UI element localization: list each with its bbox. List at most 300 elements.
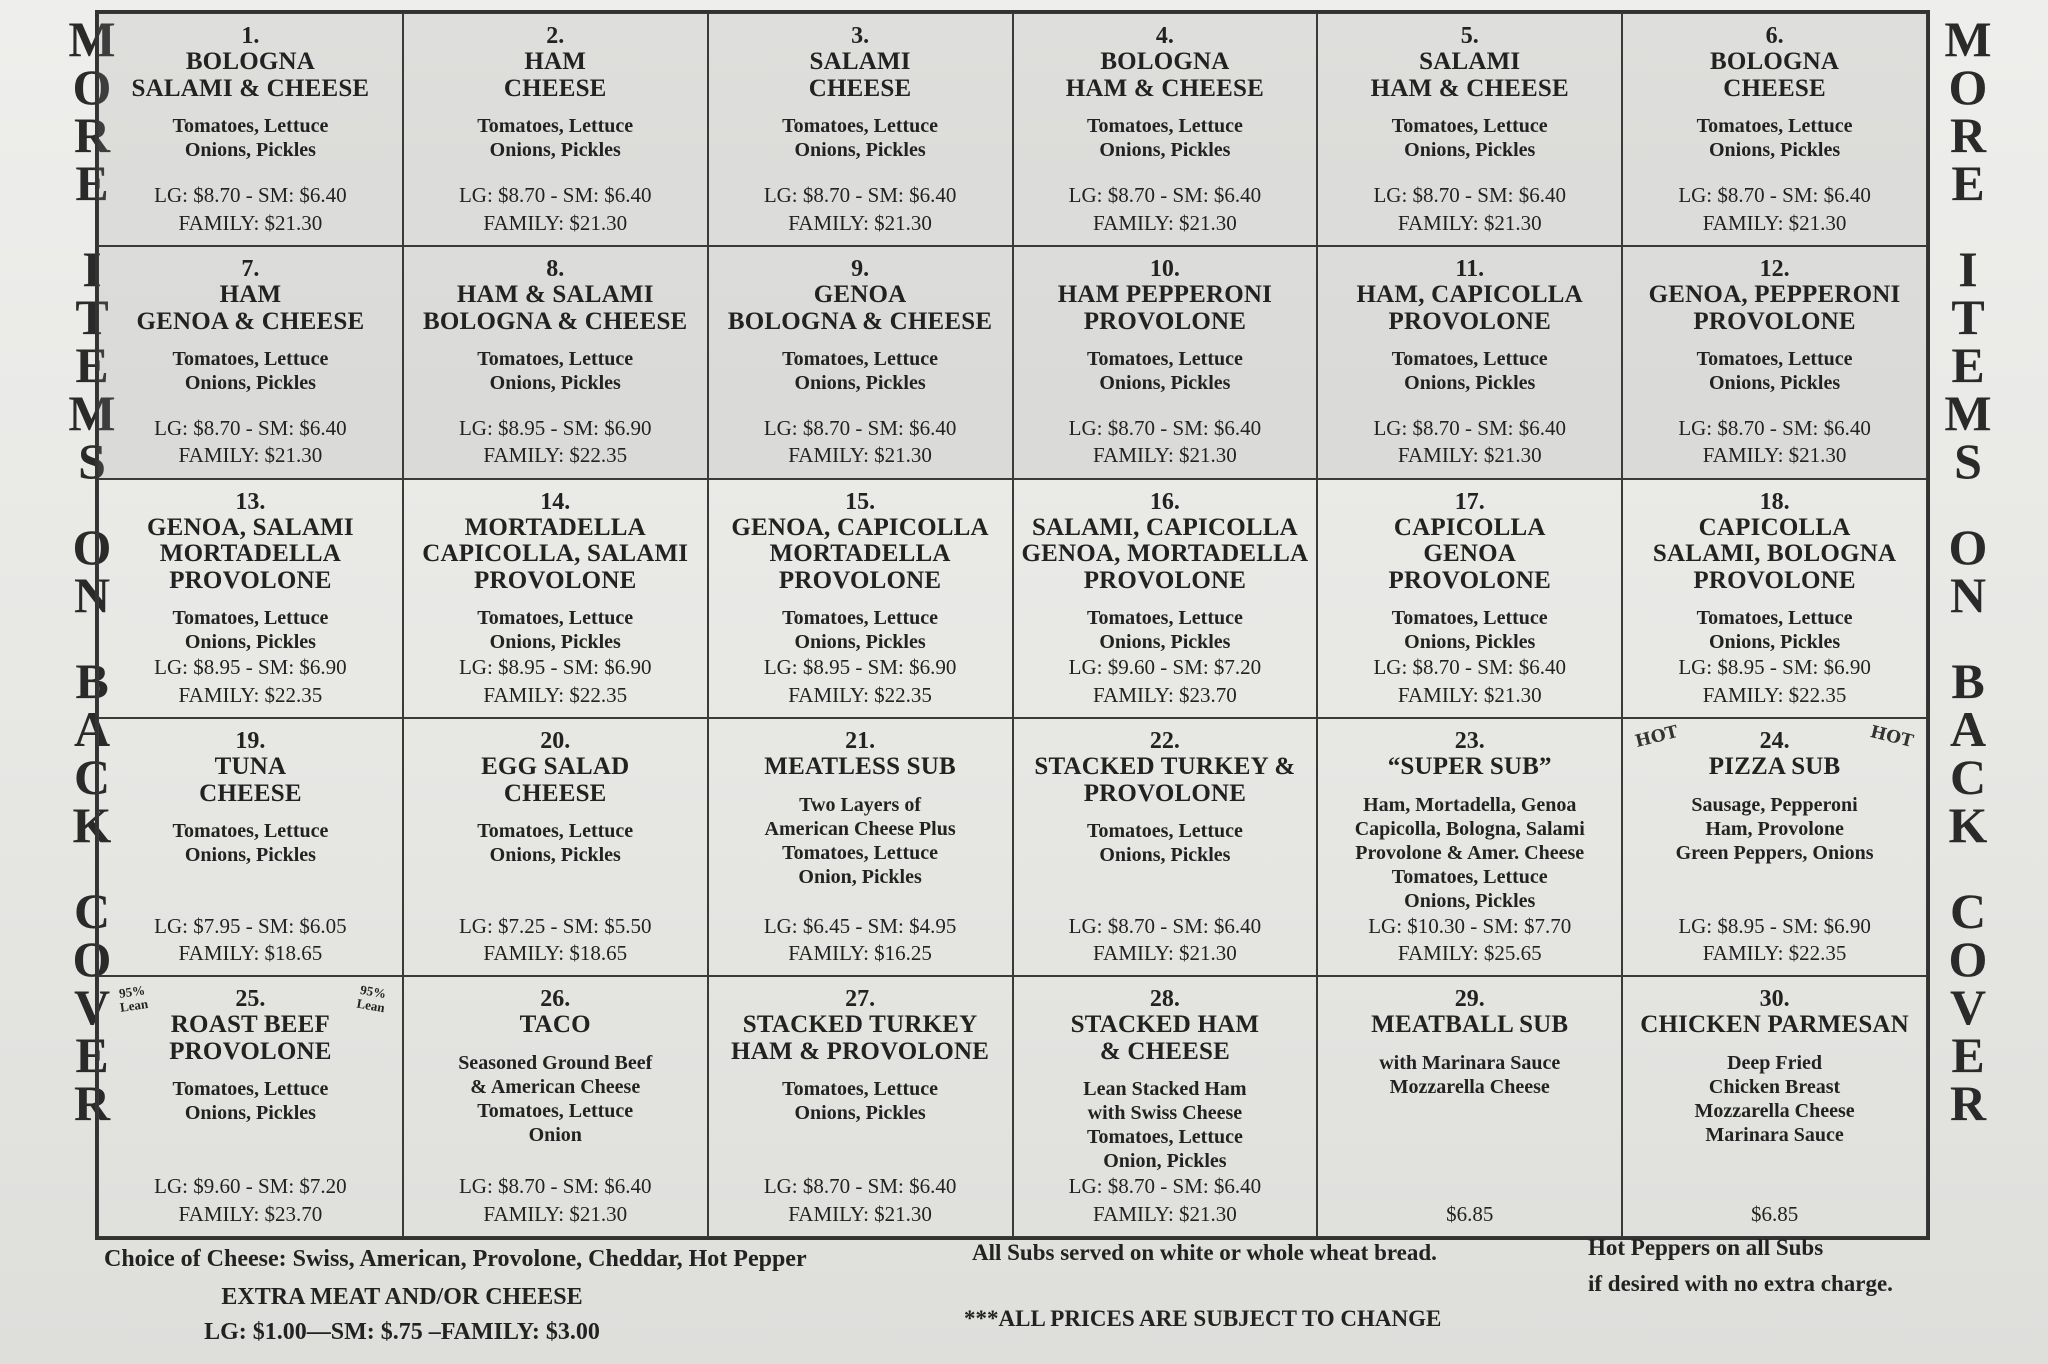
extra-heading: EXTRA MEAT AND/OR CHEESE xyxy=(221,1284,583,1310)
banner-word xyxy=(1944,241,1992,489)
topping-line: Onion xyxy=(528,1123,582,1146)
item-name: MORTADELLA xyxy=(464,513,646,541)
item-toppings xyxy=(1379,1051,1560,1099)
item-prices xyxy=(154,654,347,709)
price-line: FAMILY: $21.30 xyxy=(1093,1201,1237,1226)
price-line: LG: $8.70 - SM: $6.40 xyxy=(763,183,957,208)
topping-line: Onions, Pickles xyxy=(794,631,926,654)
item-toppings xyxy=(782,606,938,654)
hot-tag: HOT xyxy=(1868,721,1916,752)
menu-item-17 xyxy=(1317,479,1622,718)
price-line: $6.85 xyxy=(1446,1201,1494,1226)
topping-line: Chicken Breast xyxy=(1708,1075,1841,1098)
item-number: 22. xyxy=(1149,727,1180,754)
banner-letter: M xyxy=(1944,11,1992,67)
item-name: MEATBALL SUB xyxy=(1371,1011,1569,1039)
price-line: LG: $8.70 - SM: $6.40 xyxy=(1068,913,1262,938)
topping-line: Onions, Pickles xyxy=(1099,631,1231,654)
menu-item-26 xyxy=(403,976,708,1237)
item-name: PROVOLONE xyxy=(778,566,942,594)
item-name: MEATLESS SUB xyxy=(764,753,956,781)
price-line: FAMILY: $21.30 xyxy=(1093,443,1237,468)
item-toppings xyxy=(477,114,633,162)
side-banner-right xyxy=(1928,11,2008,1354)
item-number: 23. xyxy=(1454,727,1485,754)
item-name: SALAMI xyxy=(1419,48,1521,76)
item-name: BOLOGNA xyxy=(185,48,316,76)
item-name: STACKED TURKEY xyxy=(742,1011,978,1039)
topping-line: Lean Stacked Ham xyxy=(1083,1078,1247,1101)
topping-line: Tomatoes, Lettuce xyxy=(1391,865,1548,888)
topping-line: Two Layers of xyxy=(799,793,921,816)
item-name: GENOA, PEPPERONI xyxy=(1648,281,1901,309)
price-line: LG: $8.70 - SM: $6.40 xyxy=(1068,416,1262,441)
item-name: BOLOGNA & CHEESE xyxy=(423,307,688,335)
item-prices xyxy=(459,415,652,470)
item-name: PROVOLONE xyxy=(1388,566,1551,594)
topping-line: Onions, Pickles xyxy=(489,844,621,867)
price-line: FAMILY: $22.35 xyxy=(483,682,628,707)
item-name: PROVOLONE xyxy=(169,1037,332,1065)
price-line: LG: $8.70 - SM: $6.40 xyxy=(458,183,652,208)
topping-line: Tomatoes, Lettuce xyxy=(1696,115,1853,138)
item-toppings xyxy=(1355,793,1585,913)
item-prices xyxy=(764,913,957,968)
topping-line: Tomatoes, Lettuce xyxy=(172,348,329,371)
topping-line: Marinara Sauce xyxy=(1705,1123,1844,1146)
item-number: 20. xyxy=(540,727,571,754)
topping-line: Onions, Pickles xyxy=(1099,139,1231,162)
banner-letter: C xyxy=(1949,749,1987,805)
item-name: PROVOLONE xyxy=(474,566,637,594)
topping-line: with Marinara Sauce xyxy=(1379,1051,1561,1074)
topping-line: Tomatoes, Lettuce xyxy=(1391,115,1548,138)
topping-line: Onions, Pickles xyxy=(184,139,316,162)
topping-line: Mozzarella Cheese xyxy=(1389,1075,1550,1098)
item-prices xyxy=(1373,415,1566,470)
item-name: CHEESE xyxy=(199,779,302,807)
topping-line: Tomatoes, Lettuce xyxy=(782,607,939,630)
item-number: 21. xyxy=(845,727,876,754)
item-toppings xyxy=(1695,1051,1855,1147)
banner-letter: N xyxy=(1949,567,1987,623)
topping-line: Mozzarella Cheese xyxy=(1694,1099,1855,1122)
item-name: BOLOGNA xyxy=(1100,48,1230,76)
topping-line: Onions, Pickles xyxy=(1709,631,1841,654)
item-number: 11. xyxy=(1455,255,1485,282)
topping-line: Green Peppers, Onions xyxy=(1675,841,1874,864)
item-name: HAM, CAPICOLLA xyxy=(1356,281,1583,309)
banner-letter: V xyxy=(73,979,111,1035)
item-prices xyxy=(1069,913,1262,968)
hot-peppers-line-1: Hot Peppers on all Subs xyxy=(1588,1235,1824,1260)
price-line: LG: $8.95 - SM: $6.90 xyxy=(154,655,347,680)
menu-item-10 xyxy=(1013,246,1318,479)
item-prices xyxy=(1069,1173,1262,1228)
topping-line: Tomatoes, Lettuce xyxy=(172,1078,329,1101)
menu-item-6 xyxy=(1622,13,1927,246)
banner-letter: O xyxy=(72,519,112,575)
item-number: 18. xyxy=(1759,488,1790,515)
item-name: PIZZA SUB xyxy=(1708,753,1841,781)
topping-line: Tomatoes, Lettuce xyxy=(172,607,329,630)
lean-tag: 95% Lean xyxy=(355,982,388,1016)
banner-letter: R xyxy=(1949,1075,1987,1131)
price-line: LG: $8.95 - SM: $6.90 xyxy=(458,655,652,680)
item-number: 12. xyxy=(1759,255,1790,282)
price-line: $6.85 xyxy=(1750,1201,1799,1226)
price-line: FAMILY: $21.30 xyxy=(1397,682,1542,707)
banner-word xyxy=(1948,519,1988,623)
item-toppings xyxy=(1087,819,1243,867)
item-number: 17. xyxy=(1454,488,1485,515)
item-prices xyxy=(1678,415,1871,470)
topping-line: Tomatoes, Lettuce xyxy=(477,348,634,371)
price-line: FAMILY: $21.30 xyxy=(788,1201,932,1226)
price-line: LG: $8.70 - SM: $6.40 xyxy=(458,1174,652,1199)
price-line: FAMILY: $22.35 xyxy=(483,443,628,468)
item-toppings xyxy=(782,347,938,395)
item-toppings xyxy=(782,1077,938,1125)
price-line: LG: $9.60 - SM: $7.20 xyxy=(154,1174,347,1199)
menu-item-12 xyxy=(1622,246,1927,479)
bread-note: All Subs served on white or whole wheat bread. xyxy=(972,1240,1437,1265)
item-prices xyxy=(459,654,652,709)
price-line: LG: $8.70 - SM: $6.40 xyxy=(1678,183,1871,208)
item-toppings xyxy=(1392,347,1548,395)
banner-letter: E xyxy=(75,155,109,211)
item-number: 13. xyxy=(235,488,266,515)
hot-peppers-line-2: if desired with no extra charge. xyxy=(1588,1270,1893,1296)
banner-letter: E xyxy=(1951,155,1985,211)
banner-letter: A xyxy=(1949,701,1987,757)
topping-line: Onions, Pickles xyxy=(1404,372,1536,395)
item-name: GENOA xyxy=(1423,540,1517,568)
cheese-choice-note: Choice of Cheese: Swiss, American, Provolone, Cheddar, Hot Pepper xyxy=(104,1246,807,1272)
item-name: ROAST BEEF xyxy=(170,1011,331,1039)
price-line: LG: $7.95 - SM: $6.05 xyxy=(154,913,347,938)
item-number: 7. xyxy=(241,255,260,282)
item-name: CHEESE xyxy=(503,779,607,807)
item-name: SALAMI, CAPICOLLA xyxy=(1031,513,1298,541)
banner-letter: S xyxy=(78,433,106,489)
topping-line: Tomatoes, Lettuce xyxy=(477,1099,634,1122)
price-line: LG: $8.70 - SM: $6.40 xyxy=(1068,183,1262,208)
topping-line: Tomatoes, Lettuce xyxy=(477,607,634,630)
price-line: FAMILY: $21.30 xyxy=(1702,443,1847,468)
banner-letter: E xyxy=(1951,1027,1985,1083)
item-name: HAM xyxy=(219,281,282,309)
banner-letter: O xyxy=(1948,931,1988,987)
menu-item-9 xyxy=(708,246,1013,479)
item-number: 28. xyxy=(1149,986,1180,1013)
topping-line: Tomatoes, Lettuce xyxy=(1696,348,1853,371)
price-line: LG: $8.70 - SM: $6.40 xyxy=(1373,416,1566,441)
item-number: 30. xyxy=(1759,986,1790,1013)
item-name: EGG SALAD xyxy=(481,753,630,781)
menu-item-20 xyxy=(403,718,708,976)
topping-line: Onions, Pickles xyxy=(1404,889,1536,912)
banner-letter: B xyxy=(1951,653,1985,709)
item-number: 8. xyxy=(546,255,565,282)
item-prices xyxy=(764,654,957,709)
item-name: PROVOLONE xyxy=(1083,566,1247,594)
price-line: FAMILY: $21.30 xyxy=(1093,940,1237,965)
item-name: CAPICOLLA xyxy=(1698,513,1851,541)
price-line: LG: $8.95 - SM: $6.90 xyxy=(1678,655,1871,680)
item-prices xyxy=(459,1173,652,1228)
topping-line: with Swiss Cheese xyxy=(1087,1102,1243,1125)
item-toppings xyxy=(765,793,956,889)
item-toppings xyxy=(1083,1077,1246,1173)
menu-item-29 xyxy=(1317,976,1622,1237)
item-name: GENOA xyxy=(813,281,907,309)
topping-line: Onions, Pickles xyxy=(794,139,926,162)
item-name: PROVOLONE xyxy=(1083,779,1247,807)
menu-item-4 xyxy=(1013,13,1318,246)
item-toppings xyxy=(477,606,633,654)
menu-item-11 xyxy=(1317,246,1622,479)
item-prices xyxy=(1069,654,1262,709)
topping-line: Onions, Pickles xyxy=(184,844,316,867)
item-name: CHEESE xyxy=(1723,74,1826,102)
menu-item-8 xyxy=(403,246,708,479)
item-number: 6. xyxy=(1765,23,1784,49)
item-name: TACO xyxy=(519,1011,591,1039)
topping-line: Tomatoes, Lettuce xyxy=(782,115,939,138)
item-name: HAM & PROVOLONE xyxy=(731,1037,990,1065)
topping-line: Onions, Pickles xyxy=(489,372,621,395)
item-prices xyxy=(1751,1201,1798,1228)
price-line: LG: $8.95 - SM: $6.90 xyxy=(458,416,652,441)
price-line: FAMILY: $21.30 xyxy=(1702,210,1847,235)
price-line: FAMILY: $22.35 xyxy=(1702,940,1847,965)
topping-line: Tomatoes, Lettuce xyxy=(1086,1126,1243,1149)
item-toppings xyxy=(458,1051,652,1147)
topping-line: Onions, Pickles xyxy=(1404,631,1536,654)
topping-line: Deep Fried xyxy=(1727,1051,1823,1074)
topping-line: Onion, Pickles xyxy=(798,865,922,888)
topping-line: Onions, Pickles xyxy=(489,139,621,162)
item-name: PROVOLONE xyxy=(1693,566,1856,594)
item-number: 29. xyxy=(1454,986,1485,1013)
item-number: 3. xyxy=(851,23,870,49)
item-toppings xyxy=(1087,114,1243,162)
banner-letter: R xyxy=(1949,107,1987,163)
banner-letter: M xyxy=(68,11,116,67)
item-toppings xyxy=(1087,347,1243,395)
menu-item-27 xyxy=(708,976,1013,1237)
item-name: HAM & SALAMI xyxy=(456,281,654,309)
item-name: SALAMI & CHEESE xyxy=(131,74,370,102)
price-line: LG: $6.45 - SM: $4.95 xyxy=(763,913,957,938)
item-toppings xyxy=(172,347,328,395)
banner-letter: I xyxy=(1958,241,1978,297)
item-prices xyxy=(459,913,652,968)
price-line: LG: $8.70 - SM: $6.40 xyxy=(763,1174,957,1199)
item-toppings xyxy=(172,819,328,867)
price-line: FAMILY: $21.30 xyxy=(1397,210,1542,235)
price-line: FAMILY: $21.30 xyxy=(483,1201,628,1226)
topping-line: Onions, Pickles xyxy=(184,1102,316,1125)
hot-tag: HOT xyxy=(1633,721,1681,752)
item-name: MORTADELLA xyxy=(159,540,342,568)
price-line: FAMILY: $21.30 xyxy=(788,443,932,468)
topping-line: Tomatoes, Lettuce xyxy=(1086,607,1243,630)
menu-item-24 xyxy=(1622,718,1927,976)
topping-line: Onions, Pickles xyxy=(184,372,316,395)
price-line: LG: $8.70 - SM: $6.40 xyxy=(154,416,347,441)
banner-letter: S xyxy=(1954,433,1982,489)
item-toppings xyxy=(1697,606,1853,654)
price-line: FAMILY: $22.35 xyxy=(788,682,932,707)
topping-line: Provolone & Amer. Cheese xyxy=(1355,841,1585,864)
topping-line: Onions, Pickles xyxy=(794,372,926,395)
banner-letter: C xyxy=(73,883,111,939)
item-prices xyxy=(154,182,347,237)
banner-letter: O xyxy=(1948,59,1988,115)
item-name: SALAMI, BOLOGNA xyxy=(1652,540,1897,568)
lean-tag: 95% Lean xyxy=(118,982,149,1015)
item-number: 26. xyxy=(540,986,571,1013)
topping-line: Tomatoes, Lettuce xyxy=(782,348,939,371)
item-number: 9. xyxy=(851,255,870,282)
item-name: PROVOLONE xyxy=(1693,307,1856,335)
item-name: GENOA & CHEESE xyxy=(136,307,365,335)
banner-word xyxy=(1948,653,1988,853)
banner-letter: O xyxy=(72,931,112,987)
item-toppings xyxy=(1392,606,1548,654)
price-line: FAMILY: $21.30 xyxy=(1093,210,1237,235)
banner-letter: R xyxy=(73,1075,111,1131)
item-prices xyxy=(1446,1201,1493,1228)
banner-word xyxy=(1944,11,1992,211)
price-line: FAMILY: $25.65 xyxy=(1397,940,1542,965)
price-line: FAMILY: $21.30 xyxy=(178,443,323,468)
menu-item-30 xyxy=(1622,976,1927,1237)
banner-letter: K xyxy=(1948,797,1988,853)
price-line: FAMILY: $23.70 xyxy=(178,1201,323,1226)
price-line: FAMILY: $18.65 xyxy=(178,940,323,965)
price-line: FAMILY: $18.65 xyxy=(483,940,628,965)
item-name: “SUPER SUB” xyxy=(1387,753,1552,781)
item-prices xyxy=(764,415,957,470)
banner-letter: C xyxy=(73,749,111,805)
menu-item-2 xyxy=(403,13,708,246)
item-name: BOLOGNA & CHEESE xyxy=(727,307,993,335)
item-toppings xyxy=(1697,114,1853,162)
menu-item-13 xyxy=(98,479,403,718)
menu-item-22 xyxy=(1013,718,1318,976)
item-toppings xyxy=(782,114,938,162)
banner-letter: I xyxy=(82,241,102,297)
item-prices xyxy=(1678,182,1871,237)
item-prices xyxy=(764,182,957,237)
topping-line: Tomatoes, Lettuce xyxy=(477,820,634,843)
price-line: FAMILY: $23.70 xyxy=(1093,682,1237,707)
price-line: LG: $7.25 - SM: $5.50 xyxy=(458,913,652,938)
item-prices xyxy=(1678,654,1871,709)
price-line: FAMILY: $16.25 xyxy=(788,940,932,965)
topping-line: Ham, Provolone xyxy=(1705,817,1844,840)
banner-letter: C xyxy=(1949,883,1987,939)
menu-item-18 xyxy=(1622,479,1927,718)
price-line: LG: $8.95 - SM: $6.90 xyxy=(1678,913,1871,938)
item-prices xyxy=(459,182,652,237)
price-line: FAMILY: $22.35 xyxy=(178,682,323,707)
menu-item-5 xyxy=(1317,13,1622,246)
item-name: HAM xyxy=(524,48,587,76)
item-number: 14. xyxy=(540,488,571,515)
topping-line: Onions, Pickles xyxy=(1099,844,1231,867)
price-line: LG: $8.70 - SM: $6.40 xyxy=(1373,183,1566,208)
banner-letter: M xyxy=(1944,385,1992,441)
price-line: LG: $9.60 - SM: $7.20 xyxy=(1068,655,1262,680)
item-number: 1. xyxy=(241,23,260,49)
item-number: 10. xyxy=(1149,255,1180,282)
item-number: 4. xyxy=(1155,23,1174,49)
item-name: CHEESE xyxy=(503,74,607,102)
topping-line: Tomatoes, Lettuce xyxy=(782,1078,939,1101)
item-toppings xyxy=(1087,606,1243,654)
item-name: PROVOLONE xyxy=(169,566,332,594)
item-prices xyxy=(1373,182,1566,237)
price-change-note: ***ALL PRICES ARE SUBJECT TO CHANGE xyxy=(964,1306,1442,1331)
menu-item-3 xyxy=(708,13,1013,246)
price-line: LG: $8.70 - SM: $6.40 xyxy=(1373,655,1566,680)
banner-letter: E xyxy=(75,337,109,393)
topping-line: Onions, Pickles xyxy=(1709,372,1841,395)
price-line: LG: $8.70 - SM: $6.40 xyxy=(1678,416,1871,441)
item-name: HAM & CHEESE xyxy=(1065,74,1265,102)
price-line: FAMILY: $21.30 xyxy=(178,210,323,235)
item-number: 2. xyxy=(546,23,565,49)
topping-line: Onion, Pickles xyxy=(1103,1150,1227,1173)
item-prices xyxy=(154,1173,347,1228)
banner-letter: E xyxy=(1951,337,1985,393)
item-name: MORTADELLA xyxy=(769,540,951,568)
menu-item-15 xyxy=(708,479,1013,718)
item-toppings xyxy=(172,606,328,654)
item-prices xyxy=(764,1173,957,1228)
item-number: 24. xyxy=(1759,727,1790,754)
topping-line: Tomatoes, Lettuce xyxy=(1391,348,1548,371)
item-name: PROVOLONE xyxy=(1388,307,1551,335)
topping-line: Seasoned Ground Beef xyxy=(458,1051,653,1074)
banner-letter: E xyxy=(75,1027,109,1083)
banner-word xyxy=(1948,883,1988,1131)
menu-item-25 xyxy=(98,976,403,1237)
item-prices xyxy=(1368,913,1571,968)
topping-line: Tomatoes, Lettuce xyxy=(172,820,329,843)
item-name: GENOA, SALAMI xyxy=(147,513,354,541)
item-prices xyxy=(1373,654,1566,709)
menu-item-7 xyxy=(98,246,403,479)
item-number: 16. xyxy=(1149,488,1180,515)
item-prices xyxy=(154,913,347,968)
item-toppings xyxy=(1392,114,1548,162)
item-name: GENOA, CAPICOLLA xyxy=(731,513,989,541)
menu-item-23 xyxy=(1317,718,1622,976)
price-line: LG: $8.70 - SM: $6.40 xyxy=(1068,1174,1262,1199)
banner-letter: T xyxy=(1951,289,1985,345)
banner-letter: O xyxy=(72,59,112,115)
item-name: GENOA, MORTADELLA xyxy=(1021,540,1309,568)
item-name: CAPICOLLA xyxy=(1393,513,1546,541)
item-toppings xyxy=(1676,793,1874,865)
item-name: & CHEESE xyxy=(1099,1037,1230,1065)
banner-letter: K xyxy=(72,797,112,853)
